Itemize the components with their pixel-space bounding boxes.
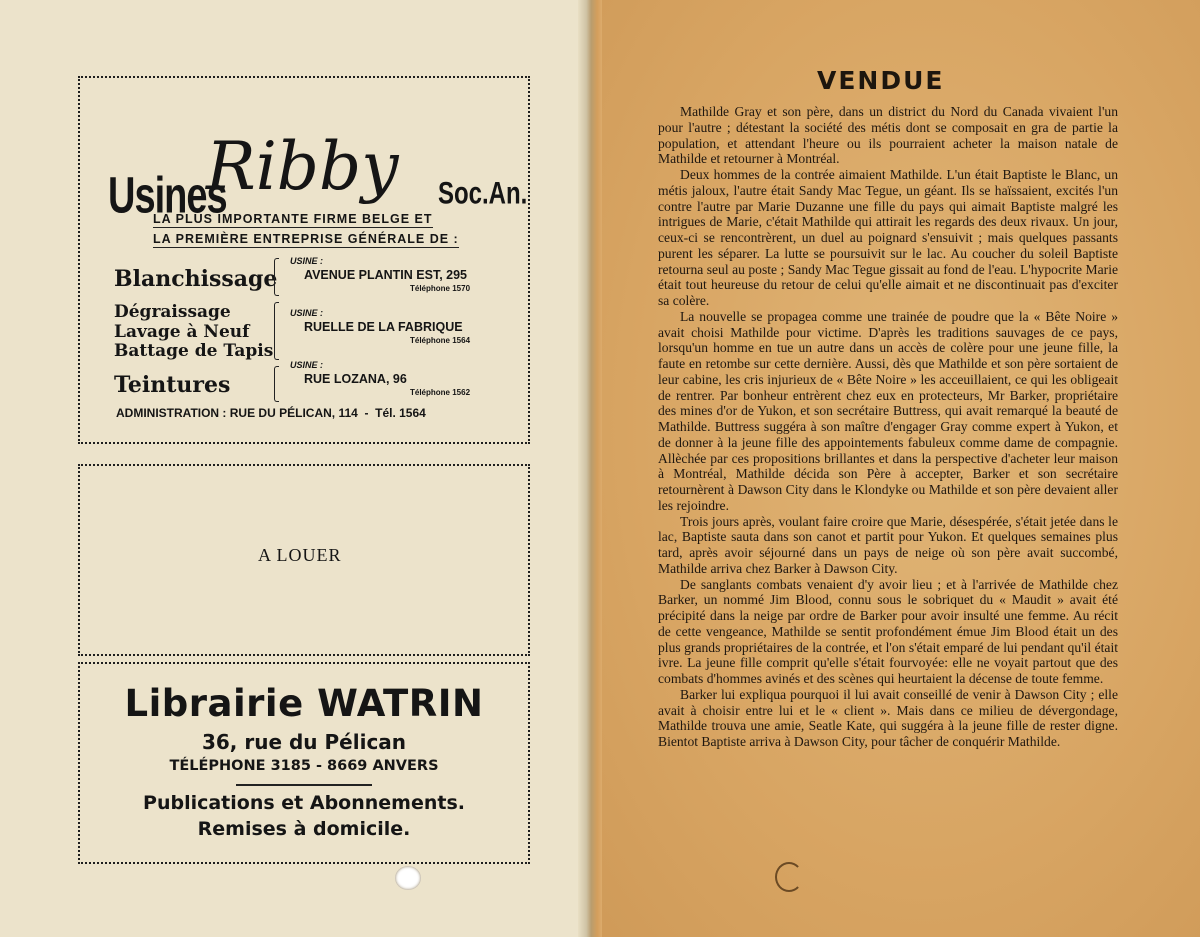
article-paragraph: De sanglants combats venaient d'y avoir lieu ; et à l'arrivée de Mathilde chez Barker, un nommé Jim Blood, connu sous le sobriquet du « Maudit » avait été précipité dans la neige par ordre de Barker pour avoir insulté une femme. Au récit de cette vengeance, Mathilde se sentit profondément émue Jim Blood était un des plus grands propriétaires de la contrée, et l'on s'était emparé de lui pendant qu'il était ivre. La jeune fille comprit qu'elle s'était fourvoyée: elle ne voyait partout que des combats d'hommes avinés et des scènes qui heurtaient la décense de toute femme. [658,576,1118,686]
article-paragraph: Trois jours après, voulant faire croire que Marie, désespérée, s'était jetée dans le lac, Baptiste sauta dans son canot et partit pour Yukon. Et quelques semaines plus tard, après avoir séjourné dans un pays de neige où son père avait succombé, Mathilde arriva chez Barker à Dawson City. [658,513,1118,576]
usine-1-address: AVENUE PLANTIN EST, 295 [304,268,468,282]
watrin-divider [236,784,372,786]
usine-3-label: USINE : [290,360,324,370]
louer-ad-text: A LOUER [258,545,342,565]
usine-2-phone: Téléphone 1564 [410,336,471,345]
usine-1-label: USINE : [290,256,324,266]
service-lavage: Lavage à Neuf [114,322,250,342]
bracket-3 [274,366,279,402]
usines-label: Usines [108,168,227,225]
watrin-phone: TÉLÉPHONE 3185 - 8669 ANVERS [169,758,439,774]
binding-hole-left [395,866,421,890]
watrin-line-2: Remises à domicile. [197,818,411,840]
article-paragraph: Deux hommes de la contrée aimaient Mathilde. L'un était Baptiste le Blanc, un métis jaloux, l'autre était Sandy Mac Tegue, un géant. Ils se haïssaient, excités l'un contre l'autre par Marie Duzanne une fille du pays qui aimait Baptiste malgré les intrigues de Marie, c'était Mathilde qui attirait les regards des deux rivaux. Un jour, ceux-ci se rencontrèrent, un duel au poignard s'ensuivit ; mais quelques passants purent les séparer. La lutte se poursuivit sur le lac. Au coucher du soleil Baptiste retourna seul au poste ; Sandy Mac Tegue gissait au fond de l'eau. L'hypocrite Marie était tout heureuse du retour de celui qu'elle aimait et ne discontinuait pas d'exciter sa colère. [658,167,1118,308]
article-paragraph: La nouvelle se propagea comme une trainée de poudre que la « Bête Noire » avait choisi Mathilde pour victime. D'après les traditions sauvages de ce pays, lorsqu'un homme en tue un autre dans un accès de colère pour une jeune fille, la faute en retombe sur cette dernière. Aussi, dès que Mathilde et son père sortaient de leur cabine, les cris injurieux de « Bête Noire » les acceuillaient, ce qui les obligeait de rentrer. Par bonheur entrèrent chez eux en protecteurs, Mr Barker, propriétaire des mines d'or de Yukon, et son secrétaire Buttress, qui avait remarqué la beauté de Mathilde. Buttress suggéra à son maître d'engager Gray comme expert à Yukon, et de donner à la jeune fille des appointements fabuleux comme dame de compagnie. Allèchée par ces propositions brillantes et dans la perspective d'acheter leur maison à Montréal, Mathilde décida son Père à accepter, Barker et son secrétaire retournèrent à Dawson City dans le Klondyke ou Mathilde et son père devaient aller les rejoindre. [658,308,1118,513]
service-battage: Battage de Tapis [114,341,274,361]
soc-an-label: Soc.An. [438,176,528,212]
binding-hole-right [775,862,803,892]
article-paragraph: Mathilde Gray et son père, dans un district du Nord du Canada vivaient l'un pour l'autre ; détestant la société des métis dont se composait en gra de partie la population, et attendant l'heure ou ils pourraient acheter la maison natale de Mathilde et retourner à Montréal. [658,104,1118,167]
ribby-ad [78,76,530,444]
page-gutter [578,0,602,937]
usine-2-address: RUELLE DE LA FABRIQUE [304,320,463,334]
ribby-logo: Ribby [206,128,399,205]
article-title: VENDUE [817,66,945,95]
article-body [658,104,1118,750]
bracket-1 [274,258,279,296]
usine-3-address: RUE LOZANA, 96 [304,372,407,386]
tagline-1: LA PLUS IMPORTANTE FIRME BELGE ET [153,212,433,226]
service-teintures: Teintures [114,372,231,398]
administration-line: ADMINISTRATION : RUE DU PÉLICAN, 114 - Tél. 1564 [116,406,426,420]
bracket-2 [274,302,279,360]
left-page [0,0,590,937]
usine-1-phone: Téléphone 1570 [410,284,471,293]
usine-3-phone: Téléphone 1562 [410,388,471,397]
tagline-2: LA PREMIÈRE ENTREPRISE GÉNÉRALE DE : [153,232,459,246]
watrin-ad [78,662,530,864]
watrin-title: Librairie WATRIN [124,682,484,725]
article-paragraph: Barker lui expliqua pourquoi il lui avait conseillé de venir à Dawson City ; elle avait à choisir entre lui et le « client ». Mais dans ce milieu de dévergondage, Mathilde trouva une amie, Seatle Kate, qui suggéra à la jeune fille de rester digne. Bientot Baptiste arriva à Dawson City, pour tâcher de conquérir Mathilde. [658,686,1118,749]
service-blanchissage: Blanchissage [114,266,278,292]
watrin-line-1: Publications et Abonnements. [143,792,465,814]
watrin-address: 36, rue du Pélican [201,730,407,754]
service-degraissage: Dégraissage [114,302,231,322]
usine-2-label: USINE : [290,308,324,318]
